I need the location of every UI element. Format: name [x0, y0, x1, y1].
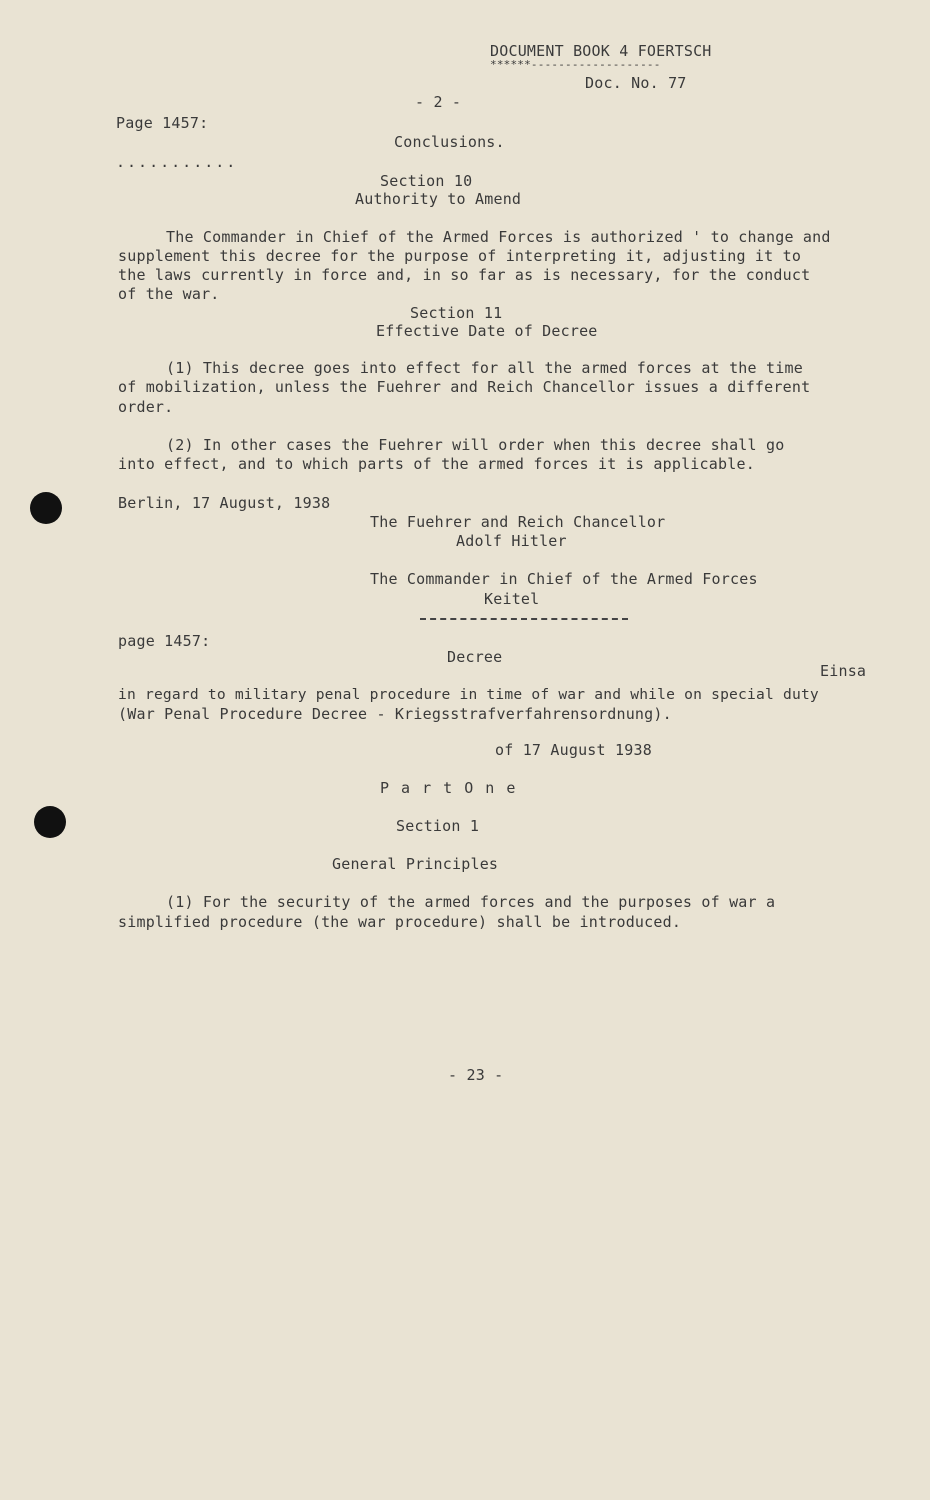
doc-number: Doc. No. 77 — [585, 74, 687, 92]
punch-hole — [30, 492, 62, 524]
dotted-separator: ........... — [116, 153, 238, 171]
part-heading: P a r t O n e — [380, 779, 517, 797]
section-1-heading: Section 1 — [396, 817, 480, 835]
document-book-title: DOCUMENT BOOK 4 FOERTSCH — [490, 42, 712, 60]
text-line: (1) For the security of the armed forces and the purposes of war a — [166, 893, 776, 911]
section-11-subheading: Effective Date of Decree — [376, 322, 598, 340]
conclusions-heading: Conclusions. — [394, 133, 505, 151]
text-line: (2) In other cases the Fuehrer will order when this decree shall go — [166, 436, 785, 454]
section-1-subheading: General Principles — [332, 855, 499, 873]
signatory-name: Keitel — [484, 590, 540, 608]
page-number-top: - 2 - — [415, 93, 462, 111]
punch-hole — [34, 806, 66, 838]
text-line: supplement this decree for the purpose of interpreting it, adjusting it to — [118, 247, 802, 265]
text-line: order. — [118, 398, 174, 416]
signatory-title: The Fuehrer and Reich Chancellor — [370, 513, 666, 531]
decree-title: Decree — [447, 648, 503, 666]
separator-rule — [420, 618, 628, 620]
header-rule: ******------------------- — [490, 58, 661, 71]
text-line: of mobilization, unless the Fuehrer and Reich Chancellor issues a different — [118, 378, 811, 396]
text-line: The Commander in Chief of the Armed Forces is authorized ' to change and — [166, 228, 831, 246]
page-reference: page 1457: — [118, 632, 211, 650]
text-line: in regard to military penal procedure in time of war and while on special duty — [118, 686, 819, 703]
text-line: (War Penal Procedure Decree - Kriegsstrafverfahrensordnung). — [118, 705, 672, 723]
text-line: (1) This decree goes into effect for all the armed forces at the time — [166, 359, 803, 377]
text-line: simplified procedure (the war procedure) shall be introduced. — [118, 913, 682, 931]
section-10-subheading: Authority to Amend — [355, 190, 522, 208]
section-10-heading: Section 10 — [380, 172, 473, 190]
margin-note: Einsa — [820, 662, 867, 680]
page-number-bottom: - 23 - — [448, 1066, 504, 1084]
text-line: into effect, and to which parts of the armed forces it is applicable. — [118, 455, 755, 473]
text-line: of the war. — [118, 285, 220, 303]
place-and-date: Berlin, 17 August, 1938 — [118, 494, 331, 512]
section-11-heading: Section 11 — [410, 304, 503, 322]
page-reference: Page 1457: — [116, 114, 209, 132]
text-line: the laws currently in force and, in so far as is necessary, for the conduct — [118, 266, 811, 284]
decree-date: of 17 August 1938 — [495, 741, 652, 759]
signatory-name: Adolf Hitler — [456, 532, 567, 550]
signatory-title: The Commander in Chief of the Armed Forces — [370, 570, 758, 588]
